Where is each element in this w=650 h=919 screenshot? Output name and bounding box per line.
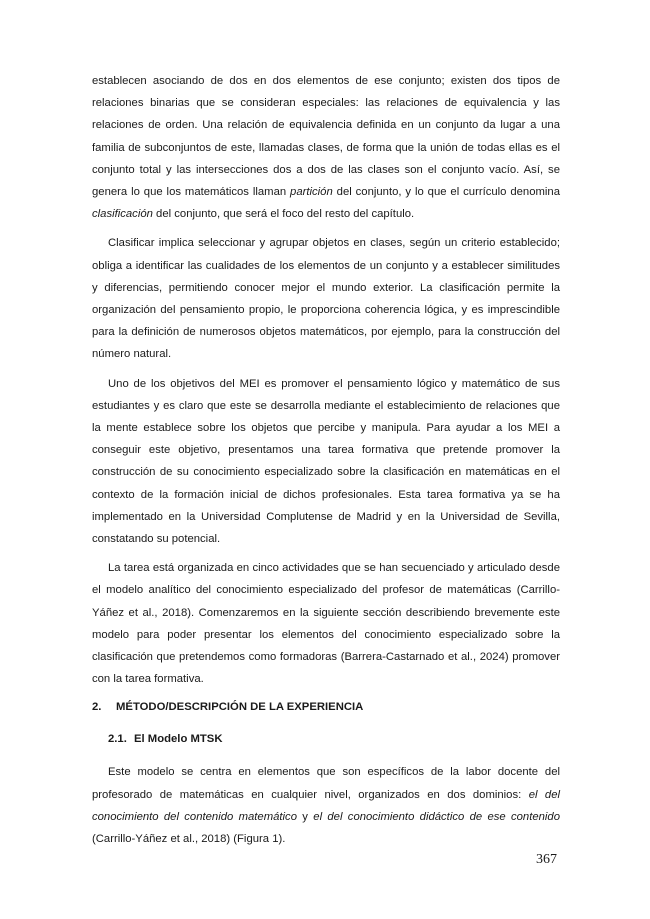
italic-term: partición (290, 186, 333, 199)
section-number: 2. (92, 701, 102, 714)
body-paragraphs (92, 70, 560, 690)
body-paragraph: La tarea está organizada en cinco actividades que se han secuenciado y articulado desde el modelo analítico del conocimiento especializado del profesor de matemáticas (Carrillo-Yáñez et al., 2018). Comenzaremos en la siguiente sección describiendo brevemente este modelo para poder presentar los elementos del conocimiento especializado sobre la clasificación que pretendemos como formadoras (Barrera-Castarnado et al., 2024) promover con la tarea formativa. (92, 562, 560, 686)
body-paragraph: establecen asociando de dos en dos elementos de ese conjunto; existen dos tipos de relaciones binarias que se consideran especiales: las relaciones de equivalencia y las relaciones de orden. Una relación de equivalencia definida en un conjunto da lugar a una familia de subconjuntos de este, llamadas clases, de forma que la unión de todas ellas es el conjunto total y las intersecciones dos a dos de las clases son el conjunto vacío. Así, se genera lo que los matemáticos llaman partición del conjunto, y lo que el currículo denomina clasificación del conjunto, que será el foco del resto del capítulo. (92, 75, 560, 221)
page-content (92, 70, 560, 857)
italic-term: clasificación (92, 208, 153, 221)
subsection-number: 2.1. (108, 733, 127, 746)
subsection-title: El Modelo MTSK (134, 733, 223, 746)
subsection-heading (108, 729, 560, 749)
section-heading (92, 697, 560, 717)
body-paragraph: Este modelo se centra en elementos que son específicos de la labor docente del profesorado de matemáticas en cualquier nivel, organizados en dos dominios: el del conocimiento del contenido matemático y el del conocimiento didáctico de ese contenido (Carrillo-Yáñez et al., 2018) (Figura 1). (92, 766, 560, 846)
page-number: 367 (536, 852, 557, 867)
italic-term: el del conocimiento didáctico de ese contenido (313, 810, 560, 823)
italic-term: el del conocimiento del contenido matemático (92, 788, 560, 823)
section-title: MÉTODO/DESCRIPCIÓN DE LA EXPERIENCIA (116, 701, 364, 714)
body-paragraph: Clasificar implica seleccionar y agrupar objetos en clases, según un criterio establecido; obliga a identificar las cualidades de los elementos de un conjunto y a establecer similitudes y diferencias, permitiendo conocer mejor el mundo exterior. La clasificación permite la organización del pensamiento propio, le proporciona coherencia lógica, y es imprescindible para la definición de numerosos objetos matemáticos, por ejemplo, para la construcción del número natural. (92, 237, 560, 361)
final-paragraph-container (92, 761, 560, 850)
body-paragraph: Uno de los objetivos del MEI es promover el pensamiento lógico y matemático de sus estudiantes y es claro que este se desarrolla mediante el establecimiento de relaciones que la mente establece sobre los objetos que percibe y manipula. Para ayudar a los MEI a conseguir este objetivo, presentamos una tarea formativa que pretende promover la construcción de su conocimiento especializado sobre la clasificación en matemáticas en el contexto de la formación inicial de dichos profesionales. Esta tarea formativa ya se ha implementado en la Universidad Complutense de Madrid y en la Universidad de Sevilla, constatando su potencial. (92, 377, 560, 546)
